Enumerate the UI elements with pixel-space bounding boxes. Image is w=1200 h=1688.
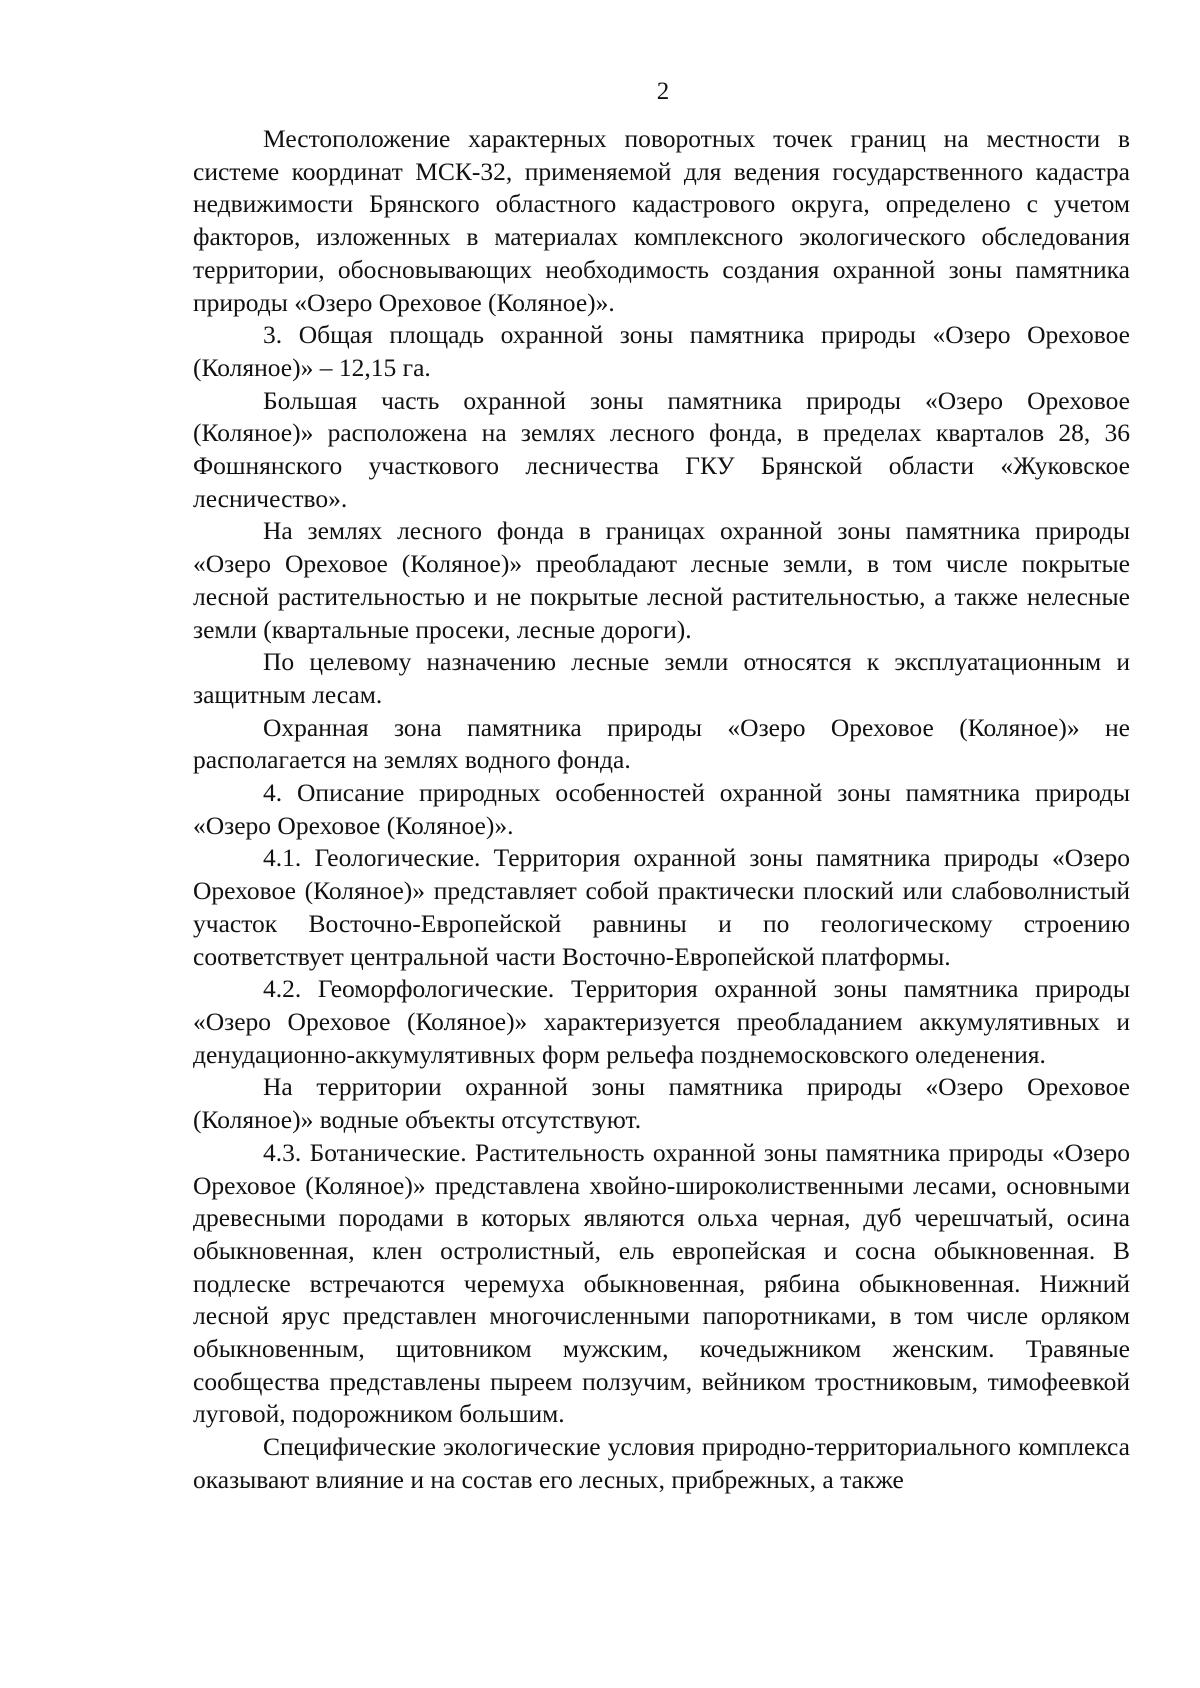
paragraph-water-fund: Охранная зона памятника природы «Озеро Ореховое (Коляное)» не располагается на землях водного фонда. (193, 712, 1130, 775)
paragraph-geological: 4.1. Геологические. Территория охранной зоны памятника природы «Озеро Ореховое (Коляное)» представляет собой практически плоский или слабоволнистый участок Восточно-Европейской равнины и по геологическому строению соответствует центральной части Восточно-Европейской платформы. (193, 843, 1130, 971)
document-body (193, 123, 1130, 1497)
page-number: 2 (656, 78, 670, 105)
paragraph-forest-lands: На землях лесного фонда в границах охранной зоны памятника природы «Озеро Ореховое (Коляное)» преобладают лесные земли, в том числе покрытые лесной растительностью и не покрытые лесной растительностью, а также нелесные земли (квартальные просеки, лесные дороги). (193, 516, 1130, 644)
paragraph-botanical: 4.3. Ботанические. Растительность охранной зоны памятника природы «Озеро Ореховое (Коляное)» представлена хвойно-широколиственными лесами, основными древесными породами в которых являются ольха черная, дуб черешчатый, осина обыкновенная, клен остролистный, ель европейская и сосна обыкновенная. В подлеске встречаются черемуха обыкновенная, рябина обыкновенная. Нижний лесной ярус представлен многочисленными папоротниками, в том числе орляком обыкновенным, щитовником мужским, кочедыжником женским. Травяные сообщества представлены пыреем ползучим, вейником тростниковым, тимофеевкой луговой, подорожником большим. (193, 1137, 1130, 1429)
paragraph-coordinates: Местоположение характерных поворотных точек границ на местности в системе координат МСК-32, применяемой для ведения государственного кадастра недвижимости Брянского областного кадастрового округа, определено с учетом факторов, изложенных в материалах комплексного экологического обследования территории, обосновывающих необходимость создания охранной зоны памятника природы «Озеро Ореховое (Коляное)». (193, 124, 1130, 317)
paragraph-ecological-conditions: Специфические экологические условия природно-территориального комплекса оказывают влияние и на состав его лесных, прибрежных, а также (193, 1432, 1130, 1494)
paragraph-purpose: По целевому назначению лесные земли относятся к эксплуатационным и защитным лесам. (193, 647, 1130, 709)
paragraph-water-objects: На территории охранной зоны памятника природы «Озеро Ореховое (Коляное)» водные объекты отсутствуют. (193, 1072, 1130, 1135)
paragraph-geomorphological: 4.2. Геоморфологические. Территория охранной зоны памятника природы «Озеро Ореховое (Коляное)» характеризуется преобладанием аккумулятивных и денудационно-аккумулятивных форм рельефа позднемосковского оледенения. (193, 974, 1130, 1069)
paragraph-total-area: 3. Общая площадь охранной зоны памятника природы «Озеро Ореховое (Коляное)» – 12,15 га. (193, 320, 1130, 382)
paragraph-forest-fund-location: Большая часть охранной зоны памятника природы «Озеро Ореховое (Коляное)» расположена на землях лесного фонда, в пределах кварталов 28, 36 Фошнянского участкового лесничества ГКУ Брянской области «Жуковское лесничество». (193, 385, 1130, 513)
paragraph-section-4-heading: 4. Описание природных особенностей охранной зоны памятника природы «Озеро Ореховое (Коляное)». (193, 778, 1130, 840)
